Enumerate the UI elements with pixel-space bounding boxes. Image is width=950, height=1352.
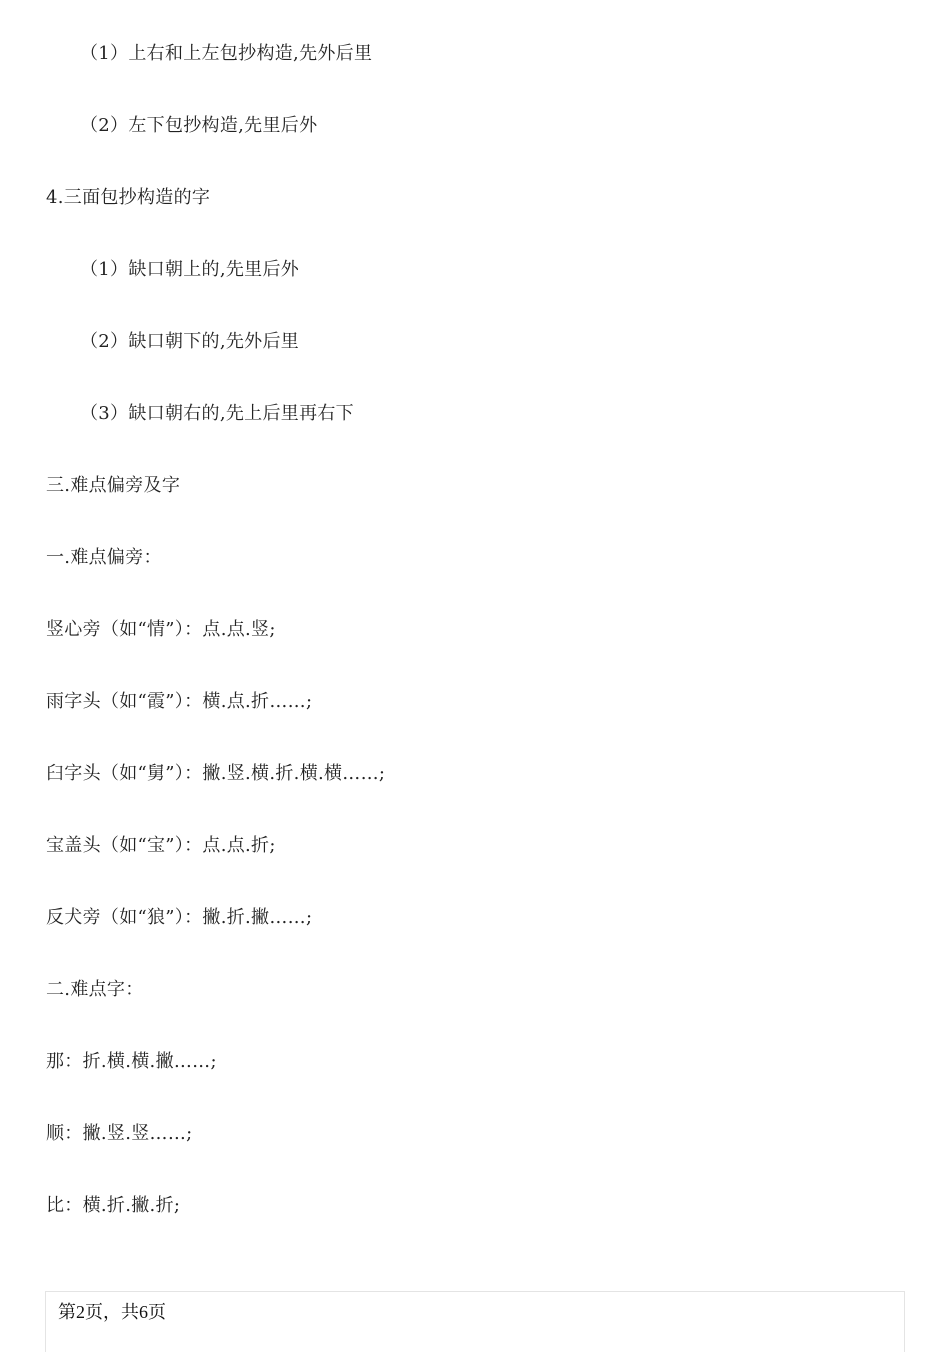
text-line-4: （2）缺口朝下的,先外后里 [80, 331, 300, 352]
page-footer [45, 1291, 905, 1352]
character-line-1: 那：折.横.横.撇……; [46, 1051, 217, 1072]
text-line-1: （1）上右和上左包抄构造,先外后里 [80, 43, 373, 64]
page-number-label: 第2页，共6页 [58, 1302, 166, 1322]
section-heading-3: 三.难点偏旁及字 [46, 475, 181, 496]
character-line-2: 顺：撇.竖.竖……; [46, 1123, 193, 1144]
radical-line-1: 竖心旁（如“情”）：点.点.竖; [46, 619, 276, 640]
text-line-2: （2）左下包抄构造,先里后外 [80, 115, 318, 136]
text-line-5: （3）缺口朝右的,先上后里再右下 [80, 403, 354, 424]
subsection-heading-radicals: 一.难点偏旁： [46, 547, 162, 568]
text-line-3: （1）缺口朝上的,先里后外 [80, 259, 300, 280]
subsection-heading-characters: 二.难点字： [46, 979, 144, 1000]
radical-line-5: 反犬旁（如“狼”）：撇.折.撇……; [46, 907, 313, 928]
radical-line-3: 臼字头（如“舅”）：撇.竖.横.折.横.横……; [46, 763, 386, 784]
radical-line-2: 雨字头（如“霞”）：横.点.折……; [46, 691, 313, 712]
radical-line-4: 宝盖头（如“宝”）：点.点.折; [46, 835, 276, 856]
character-line-3: 比：横.折.撇.折; [46, 1195, 181, 1216]
section-heading-4: 4.三面包抄构造的字 [46, 187, 211, 208]
